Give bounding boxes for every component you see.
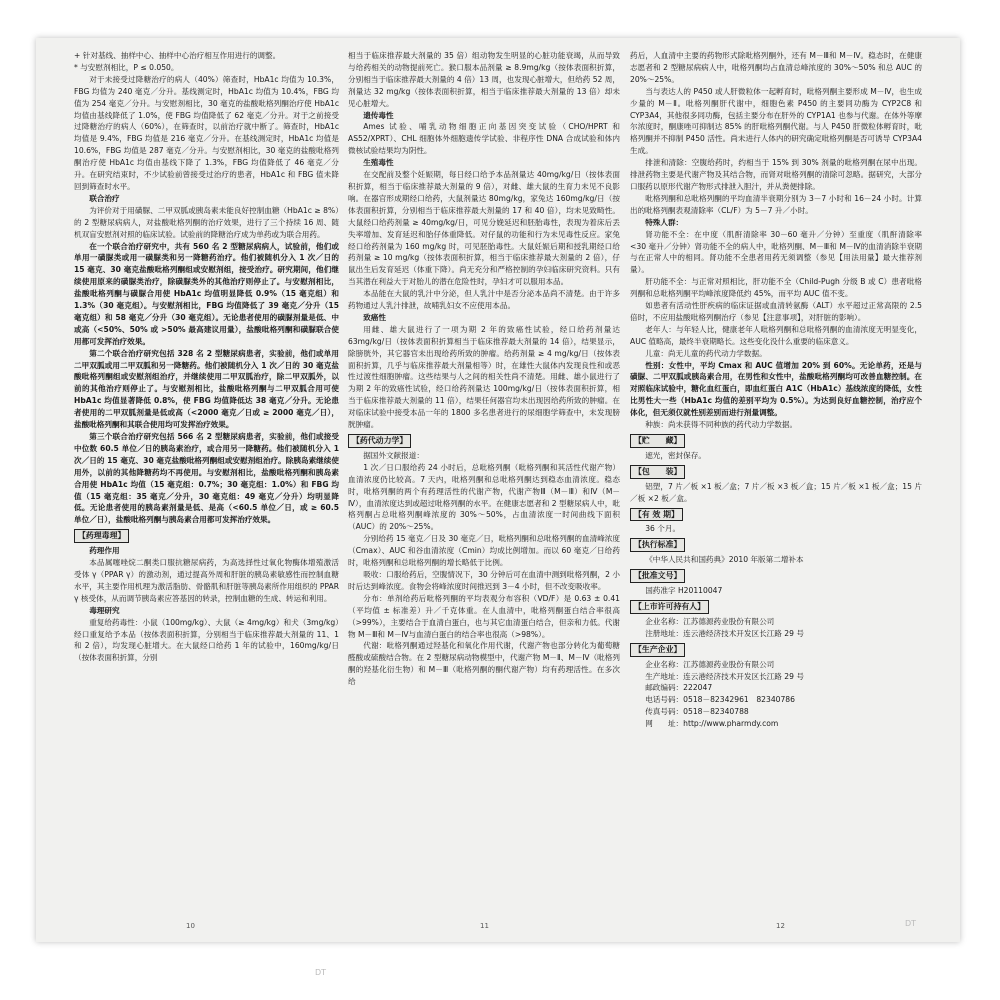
paragraph: 据国外文献报道： [363, 450, 424, 460]
maker-address: 生产地址：连云港经济技术开发区长江路 29 号 [645, 671, 804, 681]
subheading: 生殖毒性 [363, 158, 394, 168]
paragraph: 吸收：口服给药后，空腹情况下，30 分钟后可在血清中测到吡格列酮，2 小时后达到峰浓度。食物会将峰浓度时间推迟到 3－4 小时，但不改变吸收率。 [348, 569, 620, 591]
fax-number: 传真号码：0518－82340788 [645, 707, 749, 717]
paragraph: 对于未接受过降糖治疗的病人（40%）筛查时，HbA1c 均值为 10.3%，FBG 均值为 240 毫克／分升。基线测定时，HbA1c 均值为 10.4%，FBG 均值为 254 毫克／分升。与安慰剂相比，30 毫克的盐酸吡格列酮治疗使 HbA1c 均值由基线降低了 1.0%，使 FBG 均值降低了 62 毫克／分升。对于之前接受过降糖治疗的病人（60%），在筛查时，以前治疗就中断了。筛查时，HbA1c 均值是 9.4%，FBG 均值是 216 毫克／分升。在基线测定时，HbA1c 均值是 10.6%，FBG 均值是 287 毫克／分升。与安慰剂相比，30 毫克的盐酸吡格列酮治疗使 HbA1c 均值由基线下降了 1.3%，FBG 均值降低了 46 毫克／分升。在研究结束时，不少试验前曾接受过治疗的患者，HbA1c 和 FBG 值未降回到筛查时水平。 [74, 74, 339, 191]
subheading: 遗传毒性 [363, 110, 394, 120]
paragraph: 重复给药毒性：小鼠（100mg/kg）、大鼠（≥ 4mg/kg）和犬（3mg/kg）经口重复给予本品（按体表面积折算，分别相当于临床推荐最大剂量的 11、1 和 2 倍），均发现心脏增大。在大鼠经口给药 1 年的试验中，160mg/kg/日（按体表面积折算，分别 [74, 617, 339, 663]
page-number: 12 [776, 922, 785, 930]
paragraph: 在交配前及整个妊娠期，每日经口给予本品剂量达 40mg/kg/日（按体表面积折算，相当于临床推荐最大剂量的 9 倍），对雌、雄大鼠的生育力未见不良影响。在器官形成期经口给药，大鼠剂量达 80mg/kg，家兔达 160mg/kg/日（按体表面积折算，分别相当于临床推荐最大剂量的 17 和 40 倍），均未见致畸性。大鼠经口给药剂量 ≥ 40mg/kg/日，可见分娩延迟和胚胎毒性，表现为着床后丢失率增加、发育延迟和胎仔体重降低。对仔鼠的功能和行为未见毒性反应。家兔经口给药剂量为 160 mg/kg 时，可见胚胎毒性。大鼠妊娠后期和授乳期经口给药剂量 ≥ 10 mg/kg（按体表面积折算，相当于临床推荐最大剂量的 2 倍），仔鼠出生后发育延迟（体重下降）。尚无充分和严格控制的孕妇临床研究资料。只有当其潜在利益大于对胎儿的潜在危险性时，孕妇才可以服用本品。 [348, 170, 620, 287]
holder-name: 企业名称：江苏德源药业股份有限公司 [645, 616, 775, 626]
paragraph: 排泄和清除：空腹给药时，约相当于 15% 到 30% 剂量的吡格列酮在尿中出现。排泄药物主要是代谢产物及其结合物，而肾对吡格列酮的清除可忽略。据研究，大部分口服药以原形代谢产物形式排泄入胆汁，并从粪便排除。 [630, 158, 922, 191]
section-heading: 【批准文号】 [630, 569, 685, 583]
paragraph: 老年人：与年轻人比，健康老年人吡格列酮和总吡格列酮的血清浓度无明显变化，AUC 值略高，最终半衰期略长。这些变化没什么重要的临床意义。 [630, 324, 922, 346]
watermark: DT [904, 919, 916, 928]
paragraph: 药后，人血清中主要的药物形式除吡格列酮外，还有 M－Ⅲ和 M－Ⅳ。稳态时，在健康志愿者和 2 型糖尿病病人中，吡格列酮均占血清总峰浓度的 30%～50% 和总 AUC 的 20%～25%。 [630, 51, 922, 84]
section-heading: 【药代动力学】 [348, 434, 411, 448]
holder-address: 注册地址：连云港经济技术开发区长江路 29 号 [645, 628, 804, 638]
column-2 [348, 50, 620, 922]
paragraph: 儿童：尚无儿童的药代动力学数据。 [645, 348, 767, 358]
paragraph: 种族：尚未获得不同种族的药代动力学数据。 [645, 420, 798, 430]
column-3 [630, 50, 922, 922]
paragraph: 分别给药 15 毫克／日及 30 毫克／日，吡格列酮和总吡格列酮的血清峰浓度（Cmax）、AUC 和谷血清浓度（Cmin）均成比例增加。而以 60 毫克／日给药时，吡格列酮和总吡格列酮的增长略低于比例。 [348, 534, 620, 568]
packaging-text: 铝塑，7 片／板 ×1 板／盒；7 片／板 ×3 板／盒；15 片／板 ×1 板／盒；15 片／板 ×2 板／盒。 [630, 481, 922, 503]
subheading: 致癌性 [363, 312, 386, 322]
paragraph: 相当于临床推荐最大剂量的 35 倍）组动物发生明显的心脏功能衰竭，从而导致与给药相关的动物提前死亡。猴口服本品剂量 ≥ 8.9mg/kg（按体表面积折算，分别相当于临床推荐最大剂量的 4 倍）13 周，也发现心脏增大，但给药 52 周，剂量达 32 mg/kg（按体表面积折算，相当于临床推荐最大剂量的 13 倍）却未见心脏增大。 [348, 51, 620, 108]
section-heading: 【生产企业】 [630, 643, 685, 657]
paragraph: 第三个联合治疗研究包括 566 名 2 型糖尿病患者，实验前，他们或接受中位数 60.5 单位／日的胰岛素治疗，或合用另一降糖药。他们被随机分入 1 次／日的 15 毫克、30 毫克盐酸吡格列酮组或安慰剂组治疗。除胰岛素继续使用外，以前的其他降糖药均不再使用。与安慰剂相比，盐酸吡格列酮和胰岛素合用使 HbA1c 均值（15 毫克组：0.7%；30 毫克组：1.0%）和 FBG 均值（15 毫克组：35 毫克／分升，30 毫克组：49 毫克／分升）均明显降低。无论患者使用的胰岛素剂量是低、是高（<60.5 单位／日，或 ≥ 60.5 单位／日），盐酸吡格列酮与胰岛素合用都可发挥治疗效果。 [74, 432, 339, 525]
section-heading: 【包 装】 [630, 465, 685, 479]
storage-text: 遮光，密封保存。 [645, 450, 706, 460]
subheading: 联合治疗 [89, 193, 120, 203]
website: 网 址：http://www.pharmdy.com [645, 719, 779, 729]
footnote: + 针对基线、抽样中心、抽样中心治疗相互作用进行的调整。 [74, 51, 281, 60]
paragraph: 第二个联合治疗研究包括 328 名 2 型糖尿病患者，实验前，他们或单用二甲双胍或用二甲双胍和另一降糖药。他们被随机分入 1 次／日的 30 毫克盐酸吡格列酮组或安慰剂组治疗，并继续使用二甲双胍治疗，除二甲双胍外，以前的其他治疗则停止了。与安慰剂相比，盐酸吡格列酮与二甲双胍合用可使 HbA1c 均值显著降低 0.8%，使 FBG 均值降低达 38 毫克／分升。无论患者使用的二甲双胍剂量是低或高（<2000 毫克／日或 ≥ 2000 毫克／日），盐酸吡格列酮和其联合使用均可发挥治疗效果。 [74, 348, 339, 430]
section-heading: 【执行标准】 [630, 538, 685, 552]
section-heading: 【有 效 期】 [630, 508, 683, 522]
approval-number: 国药准字 H20110047 [645, 586, 723, 596]
paragraph: 本品能在大鼠的乳汁中分泌，但人乳汁中是否分泌本品尚不清楚。由于许多药物通过人乳汁排泄，故哺乳妇女不应使用本品。 [348, 289, 620, 311]
maker-name: 企业名称：江苏德源药业股份有限公司 [645, 659, 775, 669]
validity-text: 36 个月。 [645, 524, 681, 534]
section-heading: 【贮 藏】 [630, 434, 685, 448]
paragraph: 1 次／日口服给药 24 小时后，总吡格列酮（吡格列酮和其活性代谢产物）血清浓度仍比较高。7 天内，吡格列酮和总吡格列酮达到稳态血清浓度。稳态时，吡格列酮的两个有药理活性的代谢产物，代谢产物Ⅲ（M－Ⅲ）和Ⅳ（M－Ⅳ），血清浓度达到或超过吡格列酮的水平。在健康志愿者和 2 型糖尿病人中，吡格列酮占总吡格列酮峰浓度的 30%～50%，占血清浓度一时间曲线下面积（AUC）的 20%～25%。 [348, 462, 620, 532]
paragraph: 为评价对于用磺脲、二甲双胍或胰岛素未能良好控制血糖（HbA1c ≥ 8%）的 2 型糖尿病病人，对盐酸吡格列酮的治疗效果，进行了三个持续 16 周、随机双盲安慰剂对照的临床试验。试验前的降糖治疗成为单药或为联合用药。 [74, 205, 339, 239]
paragraph: Ames 试验、哺乳动物细胞正向基因突变试验（CHO/HPRT 和 AS52/XPRT）、CHL 细胞体外细胞遗传学试验、非程序性 DNA 合成试验和体内微核试验结果均为阴性。 [348, 122, 620, 156]
paragraph: 肝功能不全：与正常对照相比，肝功能不全（Child-Pugh 分级 B 或 C）患者吡格列酮和总吡格列酮平均峰浓度降低约 45%，而平均 AUC 值不变。 [630, 277, 922, 299]
zip-code: 邮政编码：222047 [645, 683, 713, 693]
paragraph: 吡格列酮和总吡格列酮的平均血清半衰期分别为 3－7 小时和 16－24 小时。计算出的吡格列酮表观清除率（CL/F）为 5－7 升／小时。 [630, 193, 922, 215]
page-number: 11 [480, 922, 489, 930]
phone-number: 电话号码：0518－82342961 82340786 [645, 695, 795, 705]
section-heading: 【上市许可持有人】 [630, 600, 709, 614]
paragraph: 本品属噻唑烷二酮类口服抗糖尿病药，为高选择性过氧化物酶体增殖激活受体 γ（PPAR γ）的激动剂，通过提高外周和肝脏的胰岛素敏感性而控制血糖水平，其主要作用机理为激活脂肪、骨骼肌和肝脏等胰岛素所作用组织的 PPAR γ 核受体，从而调节胰岛素应答基因的转录，控制血糖的生成、转运和利用。 [74, 558, 339, 603]
standard-text: 《中华人民共和国药典》2010 年版第二增补本 [645, 555, 804, 565]
watermark: DT [315, 968, 327, 977]
paragraph: 分布：单剂给药后吡格列酮的平均表观分布容积（VD/F）是 0.63 ± 0.41（平均值 ± 标准差）升／千克体重。在人血清中，吡格列酮蛋白结合率很高（>99%），主要结合于血清白蛋白，也与其它血清蛋白结合，但亲和力低。代谢物 M－Ⅲ和 M－Ⅳ与血清白蛋白的结合率也很高（>98%）。 [348, 593, 620, 639]
subheading: 毒理研究 [89, 605, 120, 615]
subheading: 药理作用 [89, 546, 120, 556]
page-number: 10 [186, 922, 195, 930]
paragraph: 用雌、雄大鼠进行了一项为期 2 年的致癌性试验，经口给药剂量达 63mg/kg/日（按体表面积折算相当于临床推荐最大剂量的 14 倍），结果显示，除膀胱外，其它器官未出现给药所致的肿瘤。给药剂量 ≥ 4 mg/kg/日（按体表面积折算，几乎与临床推荐最大剂量相等）时，在雄性大鼠体内发现良性和或恶性过渡性细胞肿瘤。这些结果与人之间的相关性尚不清楚。用雌、雄小鼠进行了为期 2 年的致癌性试验，经口给药剂量达 100mg/kg/日（按体表面积折算，相当于临床推荐最大剂量的 11 倍），结果任何器官均未出现因给药所致的肿瘤。在对临床试验中接受本品一年的 1800 多名患者进行的尿细胞学筛查中，未发现膀胱肿瘤。 [348, 324, 620, 430]
paragraph: 肾功能不全：在中度（肌酐清除率 30－60 毫升／分钟）至重度（肌酐清除率 <30 毫升／分钟）肾功能不全的病人中，吡格列酮、M－Ⅲ和 M－Ⅳ的血清消除半衰期与在正常人中的相同。肾功能不全患者用药无须调整（参见【用法用量】最大推荐剂量）。 [630, 229, 922, 275]
subheading: 特殊人群： [645, 217, 684, 227]
footnote: * 与安慰剂相比，P ≤ 0.050。 [74, 62, 179, 72]
column-1 [74, 50, 339, 922]
paragraph: 代谢：吡格列酮通过羟基化和氧化作用代谢，代谢产物也部分转化为葡萄糖醛酸或硫酸结合物。在 2 型糖尿病动物模型中，代谢产物 M－Ⅱ、M－Ⅳ（吡格列酮的羟基化衍生物）和 M－Ⅲ（吡格列酮的酮代谢产物）均有药理活性。在多次给 [348, 641, 620, 687]
paragraph: 在一个联合治疗研究中，共有 560 名 2 型糖尿病病人，试验前，他们或单用一磺脲类或用一磺脲类和另一降糖药治疗。他们被随机分入 1 次／日的 15 毫克、30 毫克盐酸吡格列酮组或安慰剂组，接受治疗。研究期间，他们继续使用原来的磺脲类治疗，除磺脲类外的其他治疗则停止了。与安慰剂相比，盐酸吡格列酮与磺脲合用使 HbA1c 均值明显降低 0.9%（15 毫克组）和 1.3%（30 毫克组）。与安慰剂相比，FBG 均值降低了 39 毫克／分升（15 毫克组）和 58 毫克／分升（30 毫克组）。无论患者使用的磺脲剂量是低、中或高（<50%、50% 或 >50% 最高建议用量），盐酸吡格列酮和磺脲联合使用都可发挥治疗效果。 [74, 241, 339, 346]
paragraph: 如患者有活动性肝疾病的临床证据或血清转氨酶（ALT）水平超过正常高限的 2.5 倍时，不应用盐酸吡格列酮治疗（参见【注意事项】，对肝脏的影响）。 [630, 301, 922, 322]
section-heading: 【药理毒理】 [74, 529, 129, 543]
document-page [36, 38, 960, 942]
paragraph: 当与表达人的 P450 或人肝微粒体一起孵育时，吡格列酮主要形成 M－Ⅳ，也生成少量的 M－Ⅱ。吡格列酮肝代谢中，细胞色素 P450 的主要同功酶为 CYP2C8 和 CYP3A4，其他很多同功酶，包括主要分布在肝外的 CYP1A1 也参与代谢。在体外等摩尔浓度时，酮康唑可抑制达 85% 的肝吡格列酮代谢。与人 P450 肝微粒体孵育时，吡格列酮并不抑制 P450 活性。尚未进行人体内的研究确定吡格列酮是否可诱导 CYP3A4 生成。 [630, 86, 922, 156]
paragraph: 性别：女性中，平均 Cmax 和 AUC 值增加 20% 到 60%。无论单药，还是与磺脲、二甲双胍或胰岛素合用，在男性和女性中，盐酸吡格列酮均可改善血糖控制。在对照临床试验中，糖化血红蛋白，即血红蛋白 A1C（HbA1c）基线浓度的降低，女性比男性大一些（HbA1c 均值的差别平均为 0.5%）。为达到良好血糖控制，治疗应个体化，但无须仅就性别差别而进行剂量调整。 [630, 360, 922, 418]
